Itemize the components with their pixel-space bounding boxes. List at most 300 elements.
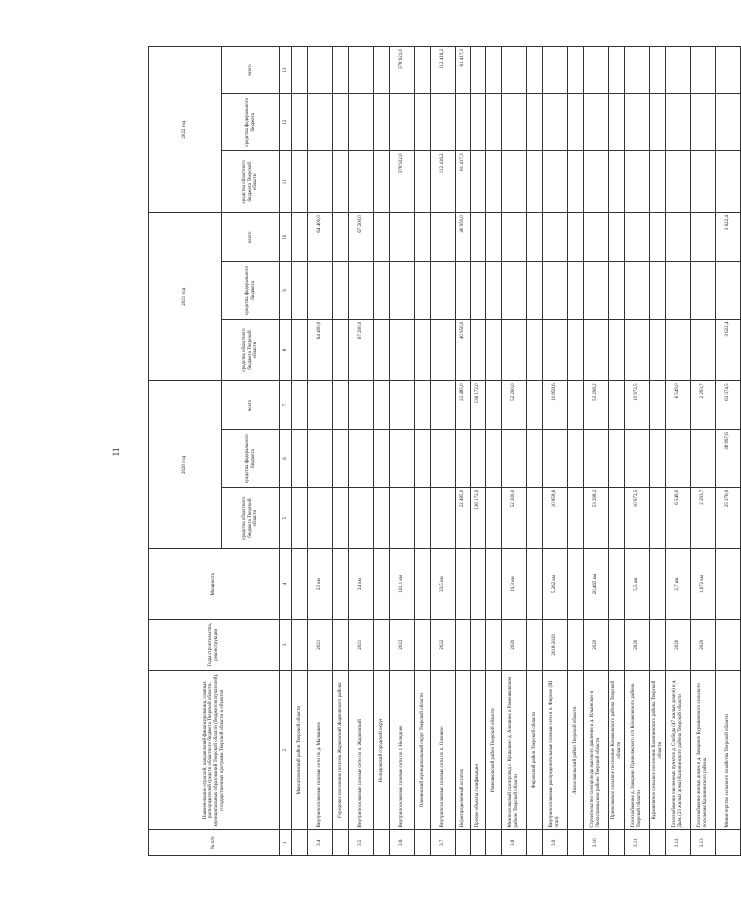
table-row (691, 47, 716, 856)
section-name: Нелидовский городской округ (374, 670, 390, 830)
value-cell (625, 93, 650, 150)
value-cell (666, 319, 691, 381)
empty-cell (568, 93, 584, 150)
table-row (502, 47, 527, 856)
value-cell (716, 262, 741, 319)
value-cell (308, 262, 333, 319)
empty-cell (292, 262, 308, 319)
row-years (471, 619, 486, 670)
row-name: Газоснабжение численных пунктов д. Слобода (47 жилых домов) и д. Дьяк (23 жилых дома) Калининского района Тверской области (666, 670, 691, 830)
empty-cell (568, 319, 584, 381)
empty-cell (527, 213, 543, 262)
value-cell (349, 487, 374, 549)
empty-cell (609, 549, 625, 619)
value-cell: 61 417,3 (456, 47, 471, 94)
empty-cell (486, 549, 502, 619)
value-cell: 40 950,0 (456, 319, 471, 381)
empty-cell (568, 381, 584, 430)
empty-cell (609, 151, 625, 213)
value-cell: 3 622,4 (716, 213, 741, 262)
empty-cell (650, 487, 666, 549)
empty-cell (650, 430, 666, 487)
value-cell (471, 213, 486, 262)
row-num: 3.4 (308, 830, 333, 856)
header-capacity: Мощность (149, 549, 280, 619)
table-row (625, 47, 650, 856)
empty-cell (374, 262, 390, 319)
empty-cell (415, 319, 431, 381)
empty-cell (650, 262, 666, 319)
value-cell (349, 47, 374, 94)
empty-cell (527, 47, 543, 94)
column-index-cell: 11 (280, 151, 292, 213)
value-cell (349, 151, 374, 213)
table-row (390, 47, 415, 856)
empty-cell (650, 93, 666, 150)
value-cell (456, 93, 471, 150)
row-years: 2020 (625, 619, 650, 670)
value-cell (691, 430, 716, 487)
value-cell (502, 93, 527, 150)
value-cell: 64 400,0 (308, 213, 333, 262)
empty-cell (333, 47, 349, 94)
empty-cell (568, 47, 584, 94)
empty-cell (609, 381, 625, 430)
row-name: Газоснабжение жилых домов в д. Заварино Бурашевского сельского поселения Калининского района (691, 670, 716, 830)
value-cell: 10 858,6 (543, 487, 568, 549)
value-cell: 25 376,9 (716, 487, 741, 549)
row-name: Межпоселковый газопровод с. Кушалино д. Алешино в Рамешковском районе Тверской области (502, 670, 527, 830)
section-num-cell (333, 830, 349, 856)
value-cell (625, 47, 650, 94)
value-cell (390, 262, 415, 319)
section-name: Максатихинский район Тверской области (292, 670, 308, 830)
row-years: 2022 (431, 619, 456, 670)
value-cell: 136 172,0 (471, 487, 486, 549)
empty-cell (292, 93, 308, 150)
row-capacity (716, 549, 741, 619)
section-row (374, 47, 390, 856)
empty-cell (568, 487, 584, 549)
empty-cell (609, 262, 625, 319)
section-name: Оленинский муниципальный округ Тверской области (415, 670, 431, 830)
empty-cell (292, 213, 308, 262)
empty-cell (292, 47, 308, 94)
empty-cell (609, 93, 625, 150)
row-years (716, 619, 741, 670)
value-cell (625, 151, 650, 213)
row-name: Прочие объекты газификации (471, 670, 486, 830)
row-num: 3.13 (691, 830, 716, 856)
column-index-cell: 2 (280, 670, 292, 830)
empty-cell (292, 151, 308, 213)
column-index-cell: 10 (280, 213, 292, 262)
value-cell: 10 972,5 (625, 381, 650, 430)
empty-cell (609, 619, 625, 670)
value-cell: 67 200,0 (349, 213, 374, 262)
value-cell: 378 922,0 (390, 151, 415, 213)
value-cell: 52 200,0 (502, 487, 527, 549)
value-cell (543, 93, 568, 150)
row-num: 3.11 (625, 830, 650, 856)
table-row (543, 47, 568, 856)
value-cell (431, 381, 456, 430)
sub-obl-2021: средства областного бюджета Тверской области (222, 319, 280, 381)
section-name: Бурашевское сельское поселение Калининского района Тверской области (650, 670, 666, 830)
row-capacity (471, 549, 486, 619)
table-row (456, 47, 471, 856)
value-cell (543, 430, 568, 487)
row-years (456, 619, 471, 670)
row-capacity: 24 км (349, 549, 374, 619)
value-cell (666, 151, 691, 213)
empty-cell (486, 213, 502, 262)
value-cell (584, 47, 609, 94)
header-2021: 2021 год (149, 213, 222, 381)
table-row (471, 47, 486, 856)
empty-cell (527, 262, 543, 319)
value-cell: 112 416,2 (431, 151, 456, 213)
empty-cell (333, 93, 349, 150)
value-cell: 6 549,0 (666, 487, 691, 549)
value-cell (502, 213, 527, 262)
empty-cell (292, 487, 308, 549)
value-cell (666, 47, 691, 94)
row-num (471, 830, 486, 856)
empty-cell (486, 93, 502, 150)
value-cell (584, 151, 609, 213)
empty-cell (292, 381, 308, 430)
value-cell (666, 93, 691, 150)
section-row (527, 47, 543, 856)
empty-cell (527, 619, 543, 670)
value-cell: 136 172,0 (471, 381, 486, 430)
header-2020: 2020 год (149, 381, 222, 549)
column-index-cell: 6 (280, 430, 292, 487)
row-capacity: 20,465 км (584, 549, 609, 619)
value-cell (666, 430, 691, 487)
sub-total-2022: всего (222, 47, 280, 94)
row-capacity: 19,3 км (502, 549, 527, 619)
row-num: 3.10 (584, 830, 609, 856)
table-row (431, 47, 456, 856)
table-row (584, 47, 609, 856)
value-cell (543, 262, 568, 319)
value-cell (349, 381, 374, 430)
value-cell (308, 151, 333, 213)
value-cell (349, 262, 374, 319)
empty-cell (650, 619, 666, 670)
section-row (650, 47, 666, 856)
section-num-cell (527, 830, 543, 856)
row-years: 2020 (691, 619, 716, 670)
row-years: 2020 (584, 619, 609, 670)
empty-cell (415, 619, 431, 670)
value-cell: 2 293,7 (691, 487, 716, 549)
value-cell (308, 430, 333, 487)
row-name: Внутрипоселковые газовые сети по п. Жарковский (349, 670, 374, 830)
value-cell (543, 319, 568, 381)
sub-total-2020: всего (222, 381, 280, 430)
section-name: Фировский район Тверской области (527, 670, 543, 830)
value-cell: 52 200,0 (502, 381, 527, 430)
empty-cell (568, 213, 584, 262)
empty-cell (609, 430, 625, 487)
section-num-cell (374, 830, 390, 856)
row-capacity: 5,262 км (543, 549, 568, 619)
column-index-cell: 9 (280, 262, 292, 319)
value-cell (431, 93, 456, 150)
column-index-row (280, 47, 292, 856)
empty-cell (415, 262, 431, 319)
row-num (456, 830, 471, 856)
section-name: Рамешковский район Тверской области (486, 670, 502, 830)
header-row (149, 47, 222, 856)
section-num-cell (650, 830, 666, 856)
empty-cell (527, 487, 543, 549)
value-cell: 6 549,0 (666, 381, 691, 430)
row-years: 2022 (390, 619, 415, 670)
column-index-cell: 5 (280, 487, 292, 549)
row-name: Внутрипоселковые распределительные газовые сети в п. Фирово (III этап) (543, 670, 568, 830)
empty-cell (527, 549, 543, 619)
value-cell (349, 430, 374, 487)
empty-cell (415, 47, 431, 94)
empty-cell (415, 381, 431, 430)
empty-cell (292, 319, 308, 381)
empty-cell (333, 262, 349, 319)
value-cell (716, 151, 741, 213)
row-name: Внутрипоселковые газовые сети по п. Оленино (431, 670, 456, 830)
empty-cell (292, 430, 308, 487)
value-cell (390, 93, 415, 150)
column-index-cell: 12 (280, 93, 292, 150)
section-row (292, 47, 308, 856)
value-cell (308, 47, 333, 94)
row-capacity: 141,1 км (390, 549, 415, 619)
value-cell (456, 430, 471, 487)
column-index-cell: 8 (280, 319, 292, 381)
row-capacity: 33,5 км (431, 549, 456, 619)
value-cell (666, 262, 691, 319)
value-cell (584, 213, 609, 262)
empty-cell (609, 319, 625, 381)
value-cell (431, 319, 456, 381)
empty-cell (650, 381, 666, 430)
empty-cell (333, 151, 349, 213)
value-cell (691, 213, 716, 262)
value-cell: 10 858,6 (543, 381, 568, 430)
empty-cell (374, 430, 390, 487)
section-row (486, 47, 502, 856)
empty-cell (609, 487, 625, 549)
value-cell (691, 151, 716, 213)
value-cell (716, 47, 741, 94)
value-cell (691, 93, 716, 150)
empty-cell (415, 549, 431, 619)
value-cell: 53 298,2 (584, 487, 609, 549)
section-num-cell (292, 830, 308, 856)
empty-cell (527, 151, 543, 213)
empty-cell (650, 549, 666, 619)
empty-cell (568, 262, 584, 319)
empty-cell (292, 619, 308, 670)
empty-cell (333, 430, 349, 487)
value-cell (543, 213, 568, 262)
value-cell: 22 485,0 (456, 381, 471, 430)
empty-cell (374, 381, 390, 430)
value-cell (390, 319, 415, 381)
empty-cell (415, 151, 431, 213)
value-cell (471, 319, 486, 381)
row-name: Газоснабжение д. Заварино Приволжского с/п Конаковского района Тверской области (625, 670, 650, 830)
section-row (333, 47, 349, 856)
header-num: № п/п (149, 830, 280, 856)
empty-cell (374, 319, 390, 381)
row-years: 2021 (308, 619, 333, 670)
value-cell (584, 430, 609, 487)
empty-cell (374, 619, 390, 670)
value-cell (308, 93, 333, 150)
row-capacity: 1,672 км (691, 549, 716, 619)
value-cell (666, 213, 691, 262)
value-cell (691, 319, 716, 381)
row-name: Нераспределенный остаток (456, 670, 471, 830)
row-name: Министерство сельского хозяйства Тверской области (716, 670, 741, 830)
value-cell (625, 213, 650, 262)
value-cell (502, 319, 527, 381)
empty-cell (333, 213, 349, 262)
section-num-cell (568, 830, 584, 856)
empty-cell (292, 549, 308, 619)
sub-total-2021: всего (222, 213, 280, 262)
value-cell (502, 151, 527, 213)
value-cell (431, 213, 456, 262)
row-capacity: 5,5 км (625, 549, 650, 619)
value-cell (502, 430, 527, 487)
row-num: 3.7 (431, 830, 456, 856)
value-cell (390, 381, 415, 430)
rotated-table-container (148, 46, 731, 856)
empty-cell (527, 430, 543, 487)
value-cell (456, 262, 471, 319)
sub-fed-2020: средства федерального бюджета (222, 430, 280, 487)
row-years: 2020 (666, 619, 691, 670)
empty-cell (527, 93, 543, 150)
value-cell: 63 374,5 (716, 381, 741, 430)
empty-cell (333, 619, 349, 670)
value-cell: 61 417,3 (456, 151, 471, 213)
row-num: 3.12 (666, 830, 691, 856)
empty-cell (486, 619, 502, 670)
section-num-cell (609, 830, 625, 856)
value-cell (691, 47, 716, 94)
empty-cell (333, 549, 349, 619)
empty-cell (650, 213, 666, 262)
empty-cell (333, 487, 349, 549)
empty-cell (374, 487, 390, 549)
value-cell: 40 950,0 (456, 213, 471, 262)
header-name: Наименование отраслей, направлений финансирования, главных распорядителей средств областного бюджета Тверской области, муниципальных образований Тверской области (бюджетополучателей), государственных программ Тверской области и объектов (149, 670, 280, 830)
value-cell (716, 93, 741, 150)
empty-cell (609, 213, 625, 262)
value-cell: 2 293,7 (691, 381, 716, 430)
section-row (568, 47, 584, 856)
value-cell: 112 416,2 (431, 47, 456, 94)
value-cell (471, 262, 486, 319)
value-cell (471, 151, 486, 213)
value-cell (584, 319, 609, 381)
column-index-cell: 3 (280, 619, 292, 670)
sub-obl-2022: средства областного бюджета Тверской области (222, 151, 280, 213)
value-cell (390, 213, 415, 262)
value-cell: 64 400,0 (308, 319, 333, 381)
row-num: 3.5 (349, 830, 374, 856)
value-cell: 3 622,4 (716, 319, 741, 381)
value-cell (390, 430, 415, 487)
value-cell (502, 262, 527, 319)
value-cell (502, 47, 527, 94)
value-cell (349, 93, 374, 150)
value-cell (543, 151, 568, 213)
empty-cell (486, 430, 502, 487)
column-index-cell: 1 (280, 830, 292, 856)
empty-cell (650, 151, 666, 213)
empty-cell (333, 381, 349, 430)
empty-cell (415, 487, 431, 549)
value-cell (584, 93, 609, 150)
value-cell (471, 430, 486, 487)
empty-cell (374, 549, 390, 619)
value-cell: 10 972,5 (625, 487, 650, 549)
value-cell (431, 487, 456, 549)
row-name: Строительство газопровода высокого давления к д. Ильинское в Лихославльском районе Тверской области (584, 670, 609, 830)
value-cell (308, 381, 333, 430)
empty-cell (374, 93, 390, 150)
section-name: Лихославльский район Тверской области (568, 670, 584, 830)
row-years: 2021 (349, 619, 374, 670)
value-cell: 53 298,2 (584, 381, 609, 430)
row-capacity: 2,7 км (666, 549, 691, 619)
value-cell (471, 47, 486, 94)
sub-fed-2022: средства федерального бюджета (222, 93, 280, 150)
empty-cell (568, 151, 584, 213)
value-cell (471, 93, 486, 150)
row-capacity (456, 549, 471, 619)
value-cell: 38 997,6 (716, 430, 741, 487)
empty-cell (415, 430, 431, 487)
empty-cell (650, 47, 666, 94)
budget-table (148, 46, 741, 856)
row-num: 3.6 (390, 830, 415, 856)
value-cell: 378 922,0 (390, 47, 415, 94)
value-cell (691, 262, 716, 319)
empty-cell (374, 213, 390, 262)
empty-cell (415, 93, 431, 150)
value-cell (390, 487, 415, 549)
row-years: 2018-2020 (543, 619, 568, 670)
section-name: Приволжское сельское поселение Конаковского района Тверской области (609, 670, 625, 830)
page-number: 11 (111, 447, 121, 457)
value-cell (431, 262, 456, 319)
value-cell (431, 430, 456, 487)
empty-cell (568, 430, 584, 487)
header-2022: 2022 год (149, 47, 222, 213)
table-row (308, 47, 333, 856)
empty-cell (486, 381, 502, 430)
value-cell (625, 262, 650, 319)
row-name: Внутрипоселковые газовые сети по г. Нелидово (390, 670, 415, 830)
